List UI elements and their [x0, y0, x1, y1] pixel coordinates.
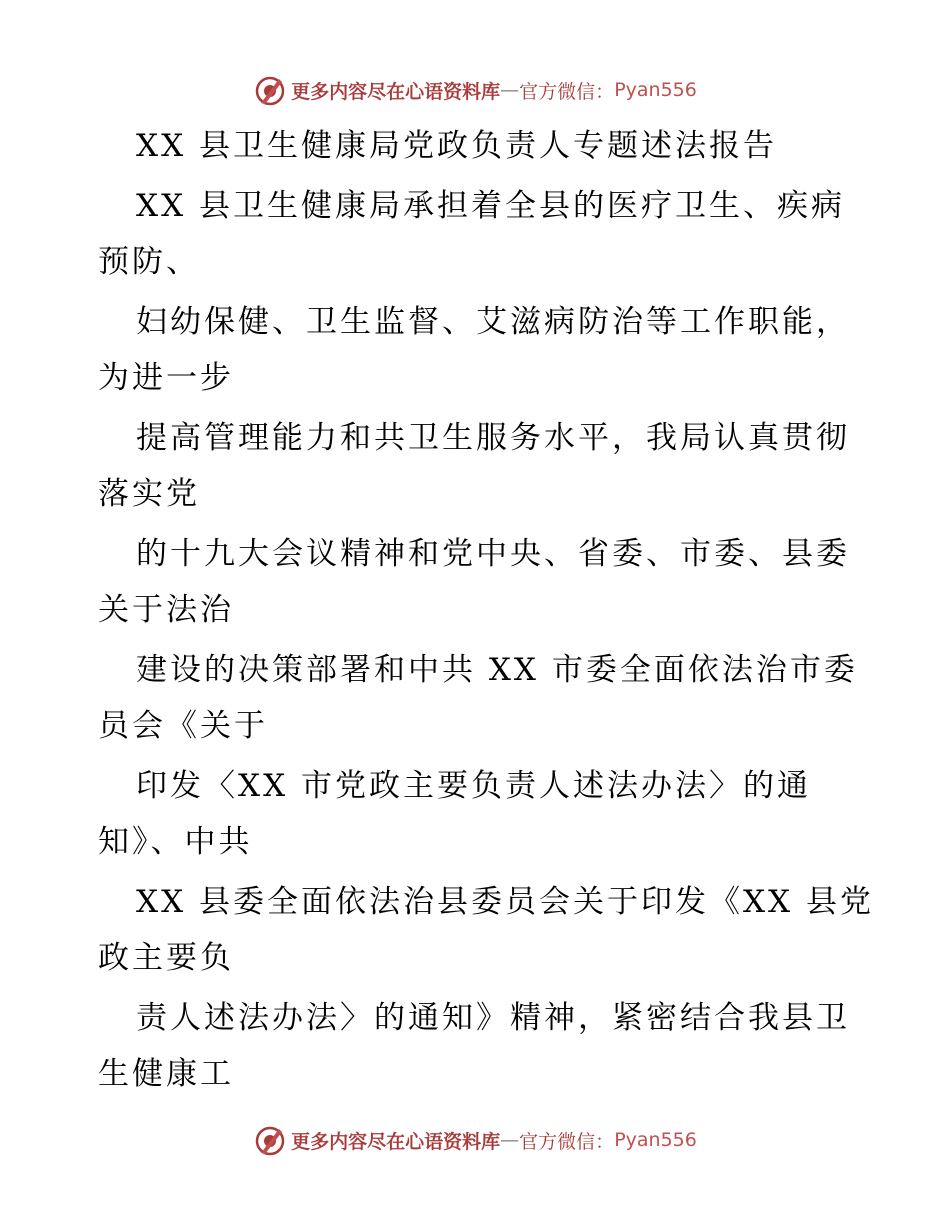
paragraph-line: XX 县卫生健康局承担着全县的医疗卫生、疾病 — [136, 188, 845, 224]
paragraph-line: 为进一步 — [98, 360, 234, 396]
paragraph-line: 责人述法办法〉的通知》精神，紧密结合我县卫 — [136, 1000, 850, 1036]
quill-seal-icon — [253, 1123, 287, 1157]
promo-text: 更多内容尽在心语资料库 — [291, 1130, 501, 1153]
paragraph-line: 印发〈XX 市党政主要负责人述法办法〉的通 — [136, 768, 811, 804]
wechat-label: 官方微信： — [519, 1130, 615, 1153]
banner-separator: — — [500, 79, 520, 101]
paragraph-line: 关于法治 — [98, 592, 234, 628]
wechat-id: Pyan556 — [614, 1129, 697, 1151]
wechat-id: Pyan556 — [614, 79, 697, 101]
header-banner — [0, 70, 950, 110]
paragraph-line: 建设的决策部署和中共 XX 市委全面依法治市委 — [136, 652, 858, 688]
paragraph-line: 预防、 — [98, 244, 200, 280]
document-title: XX 县卫生健康局党政负责人专题述法报告 — [136, 128, 777, 164]
paragraph-line: 提高管理能力和共卫生服务水平，我局认真贯彻 — [136, 420, 850, 456]
paragraph-line: 政主要负 — [98, 940, 234, 976]
quill-seal-icon — [253, 73, 287, 107]
paragraph-line: 妇幼保健、卫生监督、艾滋病防治等工作职能， — [136, 304, 850, 340]
paragraph-line: 知》、中共 — [98, 824, 253, 860]
paragraph-line: 生健康工 — [98, 1056, 234, 1092]
paragraph-line: XX 县委全面依法治县委员会关于印发《XX 县党 — [136, 884, 874, 920]
paragraph-line: 员会《关于 — [98, 708, 268, 744]
banner-separator: — — [500, 1129, 520, 1151]
wechat-label: 官方微信： — [519, 80, 615, 103]
paragraph-line: 落实党 — [98, 476, 200, 512]
promo-text: 更多内容尽在心语资料库 — [291, 80, 501, 103]
paragraph-line: 的十九大会议精神和党中央、省委、市委、县委 — [136, 536, 850, 572]
footer-banner — [0, 1120, 950, 1160]
